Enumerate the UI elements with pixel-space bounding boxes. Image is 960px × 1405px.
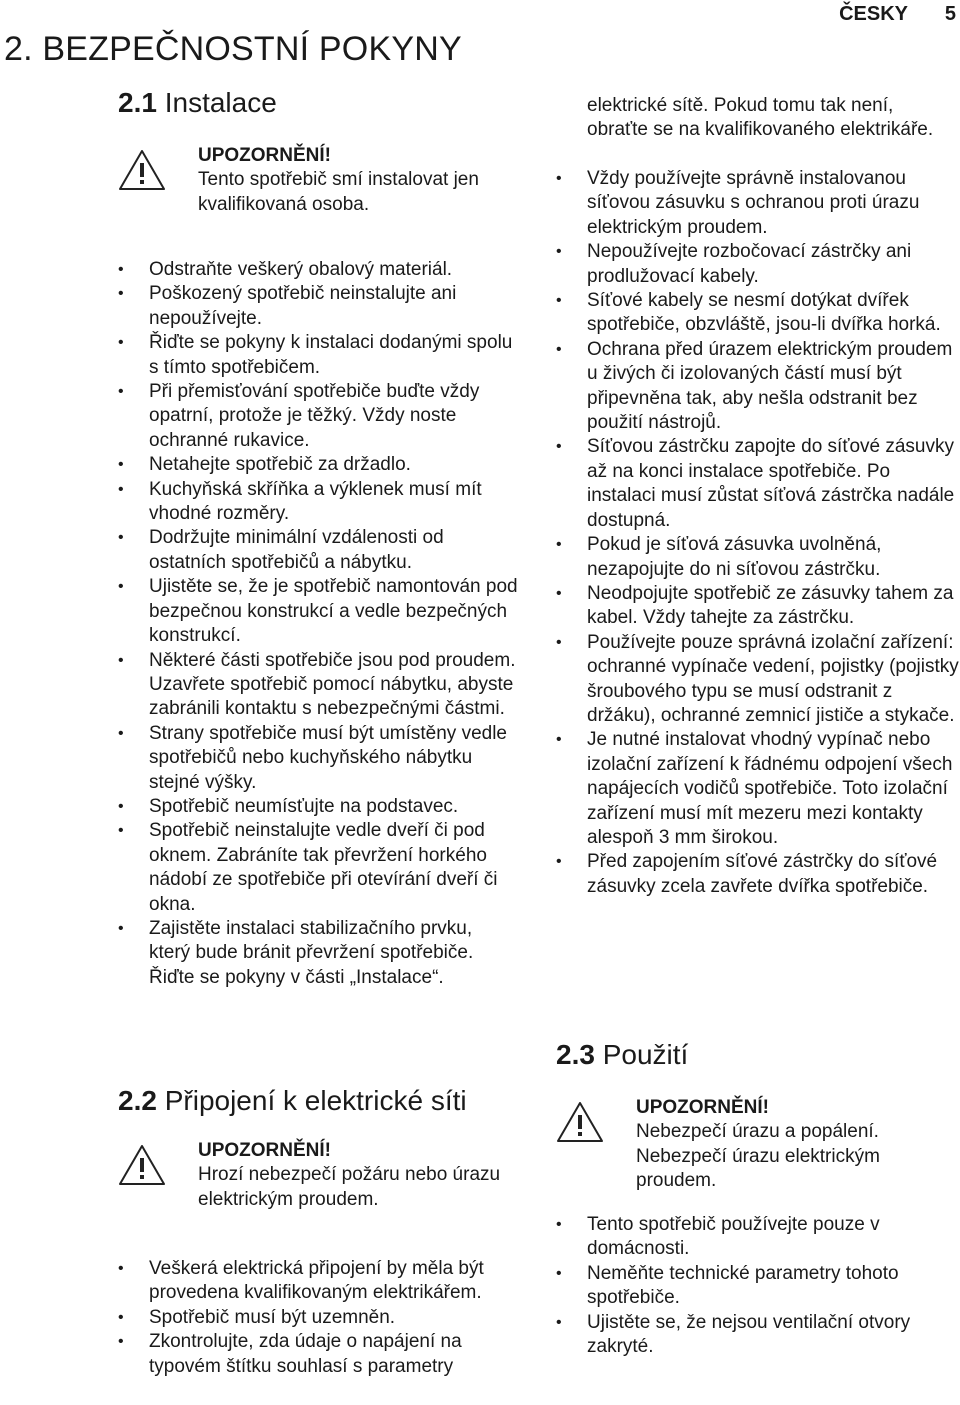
use-list (556, 1213, 960, 1359)
list-item: • Síťové kabely se nesmí dotýkat dvířek spotřebiče, obzvláště, jsou-li dvířka horká. (556, 289, 960, 338)
list-item: • Veškerá elektrická připojení by měla být provedena kvalifikovaným elektrikářem. (118, 1257, 518, 1306)
list-item: • Síťovou zástrčku zapojte do síťové zásuvky až na konci instalace spotřebiče. Po instalaci musí zůstat síťová zástrčka nadále dostupná. (556, 435, 960, 533)
warning-title: UPOZORNĚNÍ! (636, 1097, 769, 1118)
warning-text-block (198, 1139, 518, 1212)
list-item: • Spotřebič neinstalujte vedle dveří či pod oknem. Zabráníte tak převržení horkého nádobí ze spotřebiče při otevírání dveří či okna. (118, 819, 518, 917)
warning-text-block (636, 1096, 956, 1194)
list-item: • Neměňte technické parametry tohoto spotřebiče. (556, 1262, 960, 1311)
list-item: • Odstraňte veškerý obalový materiál. (118, 258, 518, 282)
section-title: Instalace (164, 87, 277, 118)
list-item: • Ochrana před úrazem elektrickým proudem u živých či izolovaných částí musí být připevněna tak, aby nešla odstranit bez použití nástrojů. (556, 338, 960, 436)
list-item: • Při přemisťování spotřebiče buďte vždy opatrní, protože je těžký. Vždy noste ochranné rukavice. (118, 380, 518, 453)
warning-text: Nebezpečí úrazu a popálení. Nebezpečí úrazu elektrickým proudem. (636, 1121, 880, 1192)
list-item: • Pokud je síťová zásuvka uvolněná, nezapojujte do ni síťovou zástrčku. (556, 533, 960, 582)
install-list (118, 258, 518, 990)
list-item: • Strany spotřebiče musí být umístěny vedle spotřebičů nebo kuchyňského nábytku stejné výšky. (118, 722, 518, 795)
warning-triangle-icon (556, 1100, 604, 1144)
list-item: • Ujistěte se, že nejsou ventilační otvory zakryté. (556, 1311, 960, 1360)
warning-text: Tento spotřebič smí instalovat jen kvalifikovaná osoba. (198, 169, 479, 215)
list-item: • Před zapojením síťové zástrčky do síťové zásuvky zcela zavřete dvířka spotřebiče. (556, 850, 960, 899)
list-item: • Neodpojujte spotřebič ze zásuvky tahem za kabel. Vždy tahejte za zástrčku. (556, 582, 960, 631)
list-item: • Používejte pouze správná izolační zařízení: ochranné vypínače vedení, pojistky (pojistky šroubového typu se musí odstranit z držáku), ochranné zemnicí jističe a stykače. (556, 631, 960, 729)
chapter-title: 2. BEZPEČNOSTNÍ POKYNY (4, 30, 462, 68)
electric-list-right (556, 167, 960, 899)
warning-title: UPOZORNĚNÍ! (198, 145, 331, 166)
list-item: • Kuchyňská skříňka a výklenek musí mít vhodné rozměry. (118, 478, 518, 527)
section-use-heading (556, 1039, 689, 1070)
list-item: • Spotřebič neumísťujte na podstavec. (118, 795, 518, 819)
warning-text: Hrozí nebezpečí požáru nebo úrazu elektrickým proudem. (198, 1164, 501, 1210)
list-item: • Dodržujte minimální vzdálenosti od ostatních spotřebičů a nábytku. (118, 526, 518, 575)
section-electric-heading (118, 1085, 467, 1116)
page-number: 5 (944, 3, 956, 25)
section-number: 2.3 (556, 1039, 595, 1070)
section-number: 2.1 (118, 87, 157, 118)
list-item: • Některé části spotřebiče jsou pod proudem. Uzavřete spotřebič pomocí nábytku, abyste zabránili kontaktu s nebezpečnými částmi. (118, 649, 518, 722)
list-item: • Řiďte se pokyny k instalaci dodanými spolu s tímto spotřebičem. (118, 331, 518, 380)
warning-text-block (198, 144, 518, 217)
section-title: Použití (602, 1039, 689, 1070)
list-item: • Je nutné instalovat vhodný vypínač nebo izolační zařízení k řádnému odpojení všech napájecích vodičů spotřebiče. Toto izolační zařízení musí mít mezeru mezi kontakty alespoň 3 mm širokou. (556, 728, 960, 850)
language-label: ČESKY (839, 3, 908, 25)
list-item: • Tento spotřebič používejte pouze v domácnosti. (556, 1213, 960, 1262)
warning-title: UPOZORNĚNÍ! (198, 1140, 331, 1161)
list-item: • Spotřebič musí být uzemněn. (118, 1306, 518, 1330)
section-title: Připojení k elektrické síti (164, 1085, 467, 1116)
list-item: • Netahejte spotřebič za držadlo. (118, 453, 518, 477)
list-item: • Nepoužívejte rozbočovací zástrčky ani prodlužovací kabely. (556, 240, 960, 289)
list-item: • Poškozený spotřebič neinstalujte ani nepoužívejte. (118, 282, 518, 331)
electric-list-left (118, 1257, 518, 1379)
list-item: • Ujistěte se, že je spotřebič namontován pod bezpečnou konstrukcí a vedle bezpečných konstrukcí. (118, 575, 518, 648)
section-install-heading (118, 87, 277, 118)
list-item: • Zajistěte instalaci stabilizačního prvku, který bude bránit převržení spotřebiče. Řiďte se pokyny v části „Instalace“. (118, 917, 518, 990)
page-header (0, 3, 960, 27)
section-number: 2.2 (118, 1085, 157, 1116)
list-item: • Zkontrolujte, zda údaje o napájení na typovém štítku souhlasí s parametry (118, 1330, 518, 1379)
warning-triangle-icon (118, 1143, 166, 1187)
continuation-text: elektrické sítě. Pokud tomu tak není, obraťte se na kvalifikovaného elektrikáře. (587, 95, 934, 141)
list-item: • Vždy používejte správně instalovanou síťovou zásuvku s ochranou proti úrazu elektrickým proudem. (556, 167, 960, 240)
warning-triangle-icon (118, 148, 166, 192)
